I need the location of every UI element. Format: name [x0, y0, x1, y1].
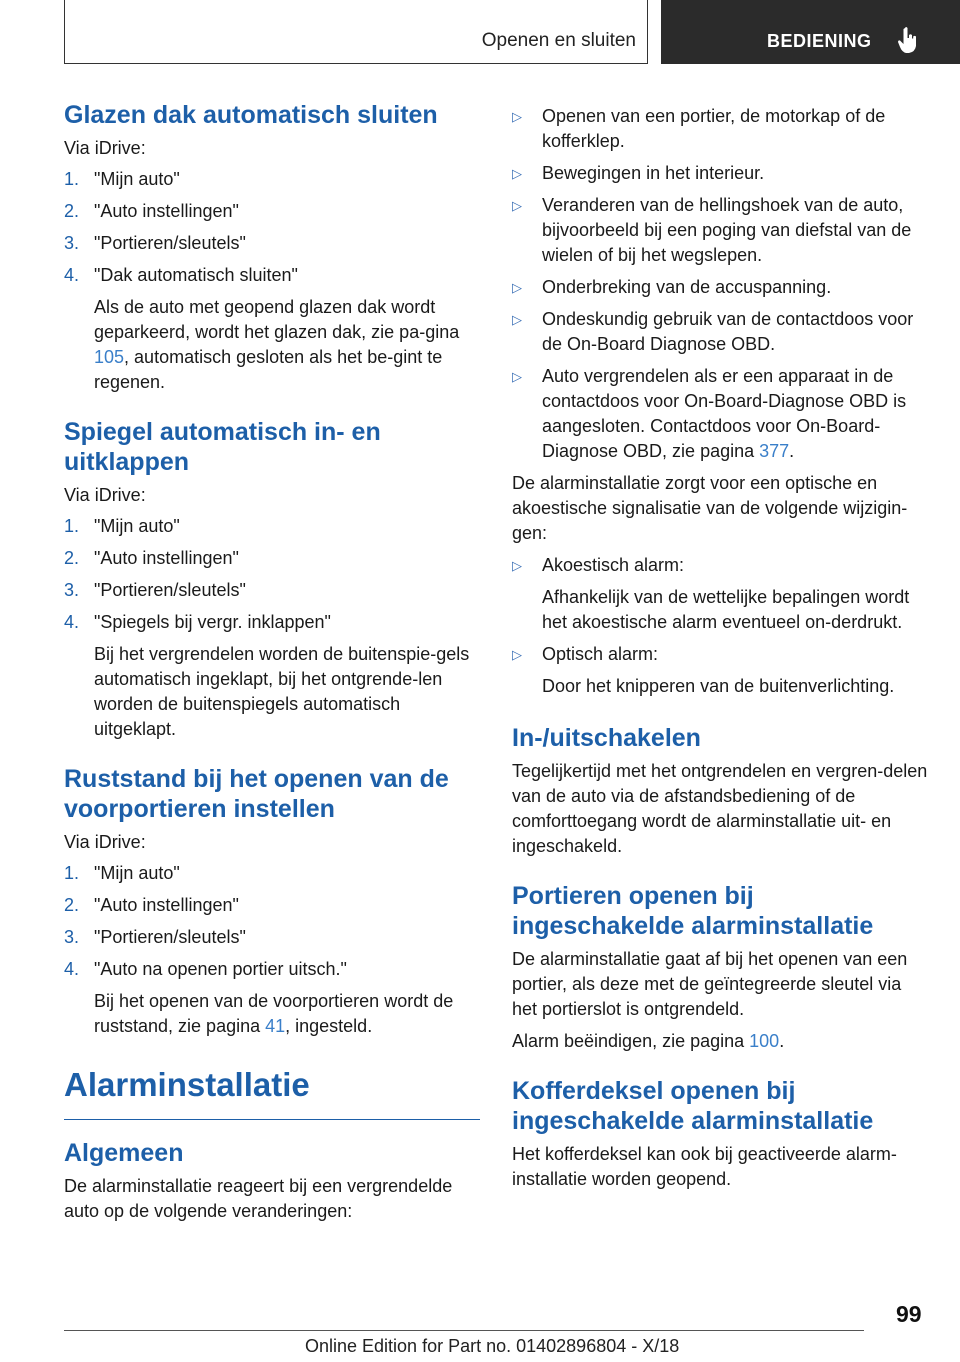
step-note: Als de auto met geopend glazen dak wordt geparkeerd, wordt het glazen dak, zie pa-gina 105, automatisch gesloten als het be-gint te regenen.: [94, 297, 460, 392]
step-note: Bij het vergrendelen worden de buitenspie-gels automatisch ingeklapt, bij het ontgrende-len worden de buitenspiegels automatisch uitgeklapt.: [94, 644, 470, 739]
page-number: 99: [896, 1301, 922, 1327]
header-chapter-title: BEDIENING: [767, 31, 872, 51]
triangle-bullet-icon: ▷: [512, 280, 522, 295]
list-item: 1. "Mijn auto": [64, 516, 180, 536]
alarm-type-list: [512, 553, 928, 699]
header-chapter-box: [661, 0, 960, 64]
page-link[interactable]: 105: [94, 347, 125, 367]
list-item: 3. "Portieren/sleutels": [64, 927, 246, 947]
steps-list-spiegel: [64, 514, 482, 742]
heading-portieren-openen: Portieren openen bij ingeschakelde alarminstallatie: [512, 882, 874, 940]
heading-spiegel: Spiegel automatisch in- en uitklappen: [64, 418, 381, 476]
list-item: ▷ Openen van een portier, de motorkap of de kofferklep.: [512, 106, 886, 151]
in-uitschakelen-text: Tegelijkertijd met het ontgrendelen en vergren-delen van de auto via de afstandsbediening of de comforttoegang wordt de alarminstallatie uit- en ingeschakeld.: [512, 761, 928, 856]
triangle-bullet-icon: ▷: [512, 312, 522, 327]
chapter-rule: [64, 1119, 480, 1120]
triangle-bullet-icon: ▷: [512, 369, 522, 384]
list-item: ▷ Ondeskundig gebruik van de contactdoos voor de On-Board Diagnose OBD.: [512, 309, 914, 354]
list-item: 1. "Mijn auto": [64, 169, 180, 189]
alarm-end-text: Alarm beëindigen, zie pagina 100.: [512, 1031, 785, 1051]
footer-edition-text: Online Edition for Part no. 01402896804 - X/18: [305, 1336, 680, 1356]
steps-list-ruststand: [64, 861, 482, 1039]
algemeen-text: De alarminstallatie reageert bij een vergrendelde auto op de volgende veranderingen:: [64, 1176, 453, 1221]
triangle-bullet-icon: ▷: [512, 198, 522, 213]
signal-intro-text: De alarminstallatie zorgt voor een optische en akoestische signalisatie van de volgende wijzigin-gen:: [512, 473, 908, 543]
heading-kofferdeksel: Kofferdeksel openen bij ingeschakelde alarminstallatie: [512, 1077, 874, 1135]
kofferdeksel-text: Het kofferdeksel kan ook bij geactiveerde alarm-installatie worden geopend.: [512, 1144, 897, 1189]
list-item: 4. "Dak automatisch sluiten" Als de auto met geopend glazen dak wordt geparkeerd, wordt het glazen dak, zie pa-gina 105, automatisch gesloten als het be-gint te regenen.: [64, 263, 482, 395]
list-item: 3. "Portieren/sleutels": [64, 233, 246, 253]
list-item: ▷ Veranderen van de hellingshoek van de auto, bijvoorbeeld bij een poging van diefstal van de wielen of bij het wegslepen.: [512, 195, 912, 265]
step-note: Bij het openen van de voorportieren wordt de ruststand, zie pagina 41, ingesteld.: [94, 991, 454, 1036]
header-section-title: Openen en sluiten: [481, 30, 636, 51]
via-idrive-text: Via iDrive:: [64, 832, 146, 852]
list-item: 2. "Auto instellingen": [64, 548, 239, 568]
list-item: 1. "Mijn auto": [64, 863, 180, 883]
list-item: 4. "Spiegels bij vergr. inklappen" Bij het vergrendelen worden de buitenspie-gels automatisch ingeklapt, bij het ontgrende-len worden de buitenspiegels automatisch uitgeklapt.: [64, 610, 482, 742]
via-idrive-text: Via iDrive:: [64, 485, 146, 505]
list-item: ▷ Optisch alarm: Door het knipperen van de buitenverlichting.: [512, 644, 895, 696]
page-link[interactable]: 100: [749, 1031, 780, 1051]
heading-in-uitschakelen: In-/uitschakelen: [512, 724, 701, 752]
via-idrive-text: Via iDrive:: [64, 138, 146, 158]
list-item: 4. "Auto na openen portier uitsch." Bij het openen van de voorportieren wordt de ruststand, zie pagina 41, ingesteld.: [64, 957, 482, 1039]
page-link[interactable]: 377: [759, 441, 790, 461]
page-link[interactable]: 41: [265, 1016, 286, 1036]
list-item: ▷ Akoestisch alarm: Afhankelijk van de wettelijke bepalingen wordt het akoestische alarm eventueel on-derdrukt.: [512, 555, 910, 632]
triangle-bullet-icon: ▷: [512, 166, 522, 181]
portieren-openen-text: De alarminstallatie gaat af bij het openen van een portier, als deze met de geïntegreerde sleutel via het portierslot is ontgrendeld.: [512, 949, 908, 1019]
triangle-bullet-icon: ▷: [512, 109, 522, 124]
hand-pointer-icon: [897, 26, 919, 54]
left-column: [64, 100, 482, 1224]
footer-rule: [64, 1330, 864, 1331]
list-item: 3. "Portieren/sleutels": [64, 580, 246, 600]
list-item: ▷ Onderbreking van de accuspanning.: [512, 275, 928, 300]
list-item: ▷ Auto vergrendelen als er een apparaat in de contactdoos voor On-Board-Diagnose OBD is aangesloten. Contactdoos voor On-Board-Diagnose OBD, zie pagina 377.: [512, 366, 907, 461]
triangle-bullet-icon: ▷: [512, 558, 522, 573]
steps-list-glazen-dak: [64, 167, 482, 395]
heading-algemeen: Algemeen: [64, 1139, 184, 1167]
change-list: [512, 104, 928, 464]
chapter-title-alarminstallatie: Alarminstallatie: [64, 1066, 310, 1103]
triangle-bullet-icon: ▷: [512, 647, 522, 662]
right-column: [512, 104, 928, 1192]
heading-ruststand: Ruststand bij het openen van de voorportieren instellen: [64, 765, 449, 823]
list-item: ▷ Bewegingen in het interieur.: [512, 161, 928, 186]
list-item: 2. "Auto instellingen": [64, 201, 239, 221]
heading-glazen-dak: Glazen dak automatisch sluiten: [64, 101, 438, 129]
list-item: 2. "Auto instellingen": [64, 895, 239, 915]
